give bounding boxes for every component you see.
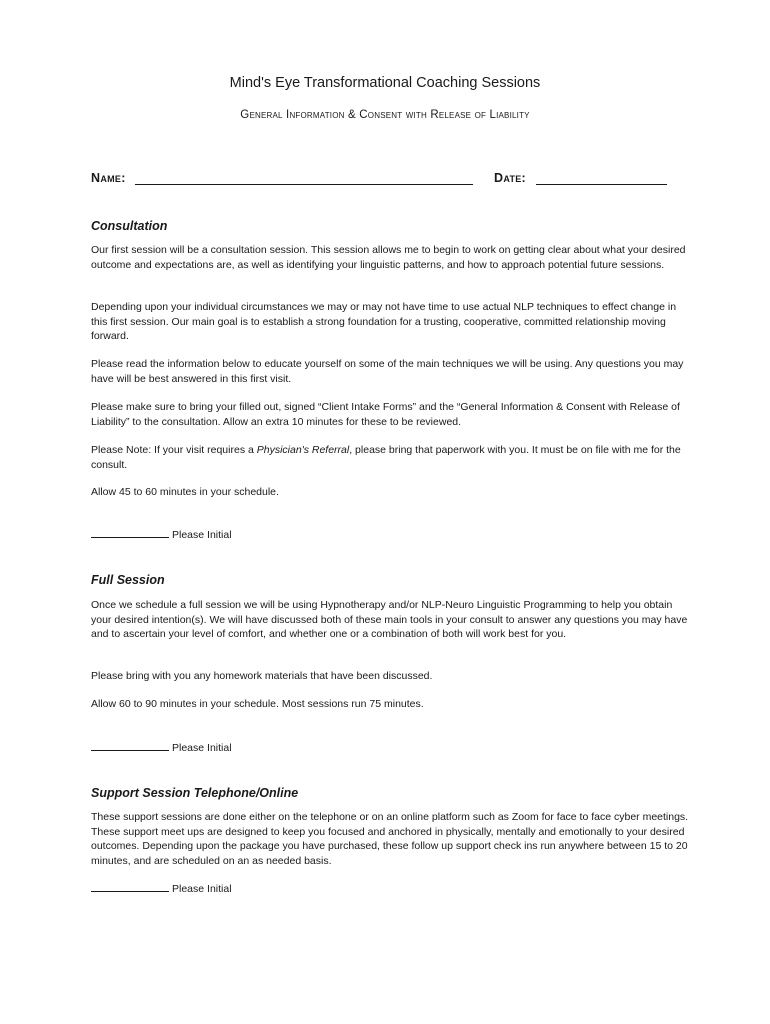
support-session-initial-label: Please Initial	[172, 883, 232, 895]
page-title: Mind's Eye Transformational Coaching Sessions	[229, 75, 541, 91]
consultation-paragraph-5	[91, 443, 691, 472]
full-session-initial-label: Please Initial	[172, 742, 232, 754]
consultation-initial-label: Please Initial	[172, 529, 232, 541]
consultation-paragraph-2: Depending upon your individual circumstances we may or may not have time to use actual NLP techniques to effect change in this first session. Our main goal is to establish a strong foundation for a trusting, cooperative, committed relationship moving forward.	[91, 301, 677, 342]
name-field[interactable]	[135, 184, 473, 185]
note-text-end: , please bring that paperwork with you. It must be on file with me for the consult.	[91, 444, 681, 471]
consultation-paragraph-4: Please make sure to bring your filled out, signed “Client Intake Forms” and the “General Information & Consent with Release of Liability” to the consultation. Allow an extra 10 minutes for these to be reviewed.	[91, 401, 680, 428]
page-subtitle: General Information & Consent with Release of Liability	[240, 109, 530, 121]
full-session-initial-field[interactable]	[91, 740, 169, 751]
date-field[interactable]	[536, 184, 667, 185]
support-session-heading: Support Session Telephone/Online	[91, 786, 299, 800]
full-session-paragraph-3: Allow 60 to 90 minutes in your schedule. Most sessions run 75 minutes.	[91, 698, 424, 710]
note-text-start: Please Note: If your visit requires a	[91, 444, 257, 456]
consultation-initial	[91, 527, 232, 542]
support-session-initial	[91, 881, 232, 896]
consultation-heading: Consultation	[91, 219, 168, 233]
full-session-paragraph-1: Once we schedule a full session we will be using Hypnotherapy and/or NLP-Neuro Linguistic Programming to help you obtain your desired intention(s). We will have discussed both of these main tools in your consult to answer any questions you may have and to ascertain your level of comfort, and whether one or a combination of both will work best for you.	[91, 599, 688, 640]
support-session-initial-field[interactable]	[91, 881, 169, 892]
full-session-paragraph-2: Please bring with you any homework materials that have been discussed.	[91, 670, 433, 682]
full-session-initial	[91, 740, 232, 755]
consultation-paragraph-3: Please read the information below to educate yourself on some of the main techniques we will be using. Any questions you may have will be best answered in this first visit.	[91, 358, 684, 385]
full-session-heading: Full Session	[91, 573, 165, 587]
consultation-initial-field[interactable]	[91, 527, 169, 538]
consultation-paragraph-6: Allow 45 to 60 minutes in your schedule.	[91, 486, 279, 498]
support-session-paragraph-1: These support sessions are done either on the telephone or on an online platform such as Zoom for face to face cyber meetings. These support meet ups are designed to keep you focused and anchored in physically, mentally and emotionally to your desired outcomes. Depending upon the package you have purchased, these follow up support check ins run anywhere between 15 to 20 minutes, and are scheduled on an as needed basis.	[91, 811, 689, 867]
name-label: Name:	[91, 171, 126, 185]
consultation-paragraph-1: Our first session will be a consultation session. This session allows me to begin to work on getting clear about what your desired outcome and expectations are, as well as identifying your linguistic patterns, and how to approach potential future sessions.	[91, 244, 686, 271]
date-label: Date:	[494, 171, 527, 185]
physicians-referral-text: Physician's Referral	[256, 444, 350, 456]
